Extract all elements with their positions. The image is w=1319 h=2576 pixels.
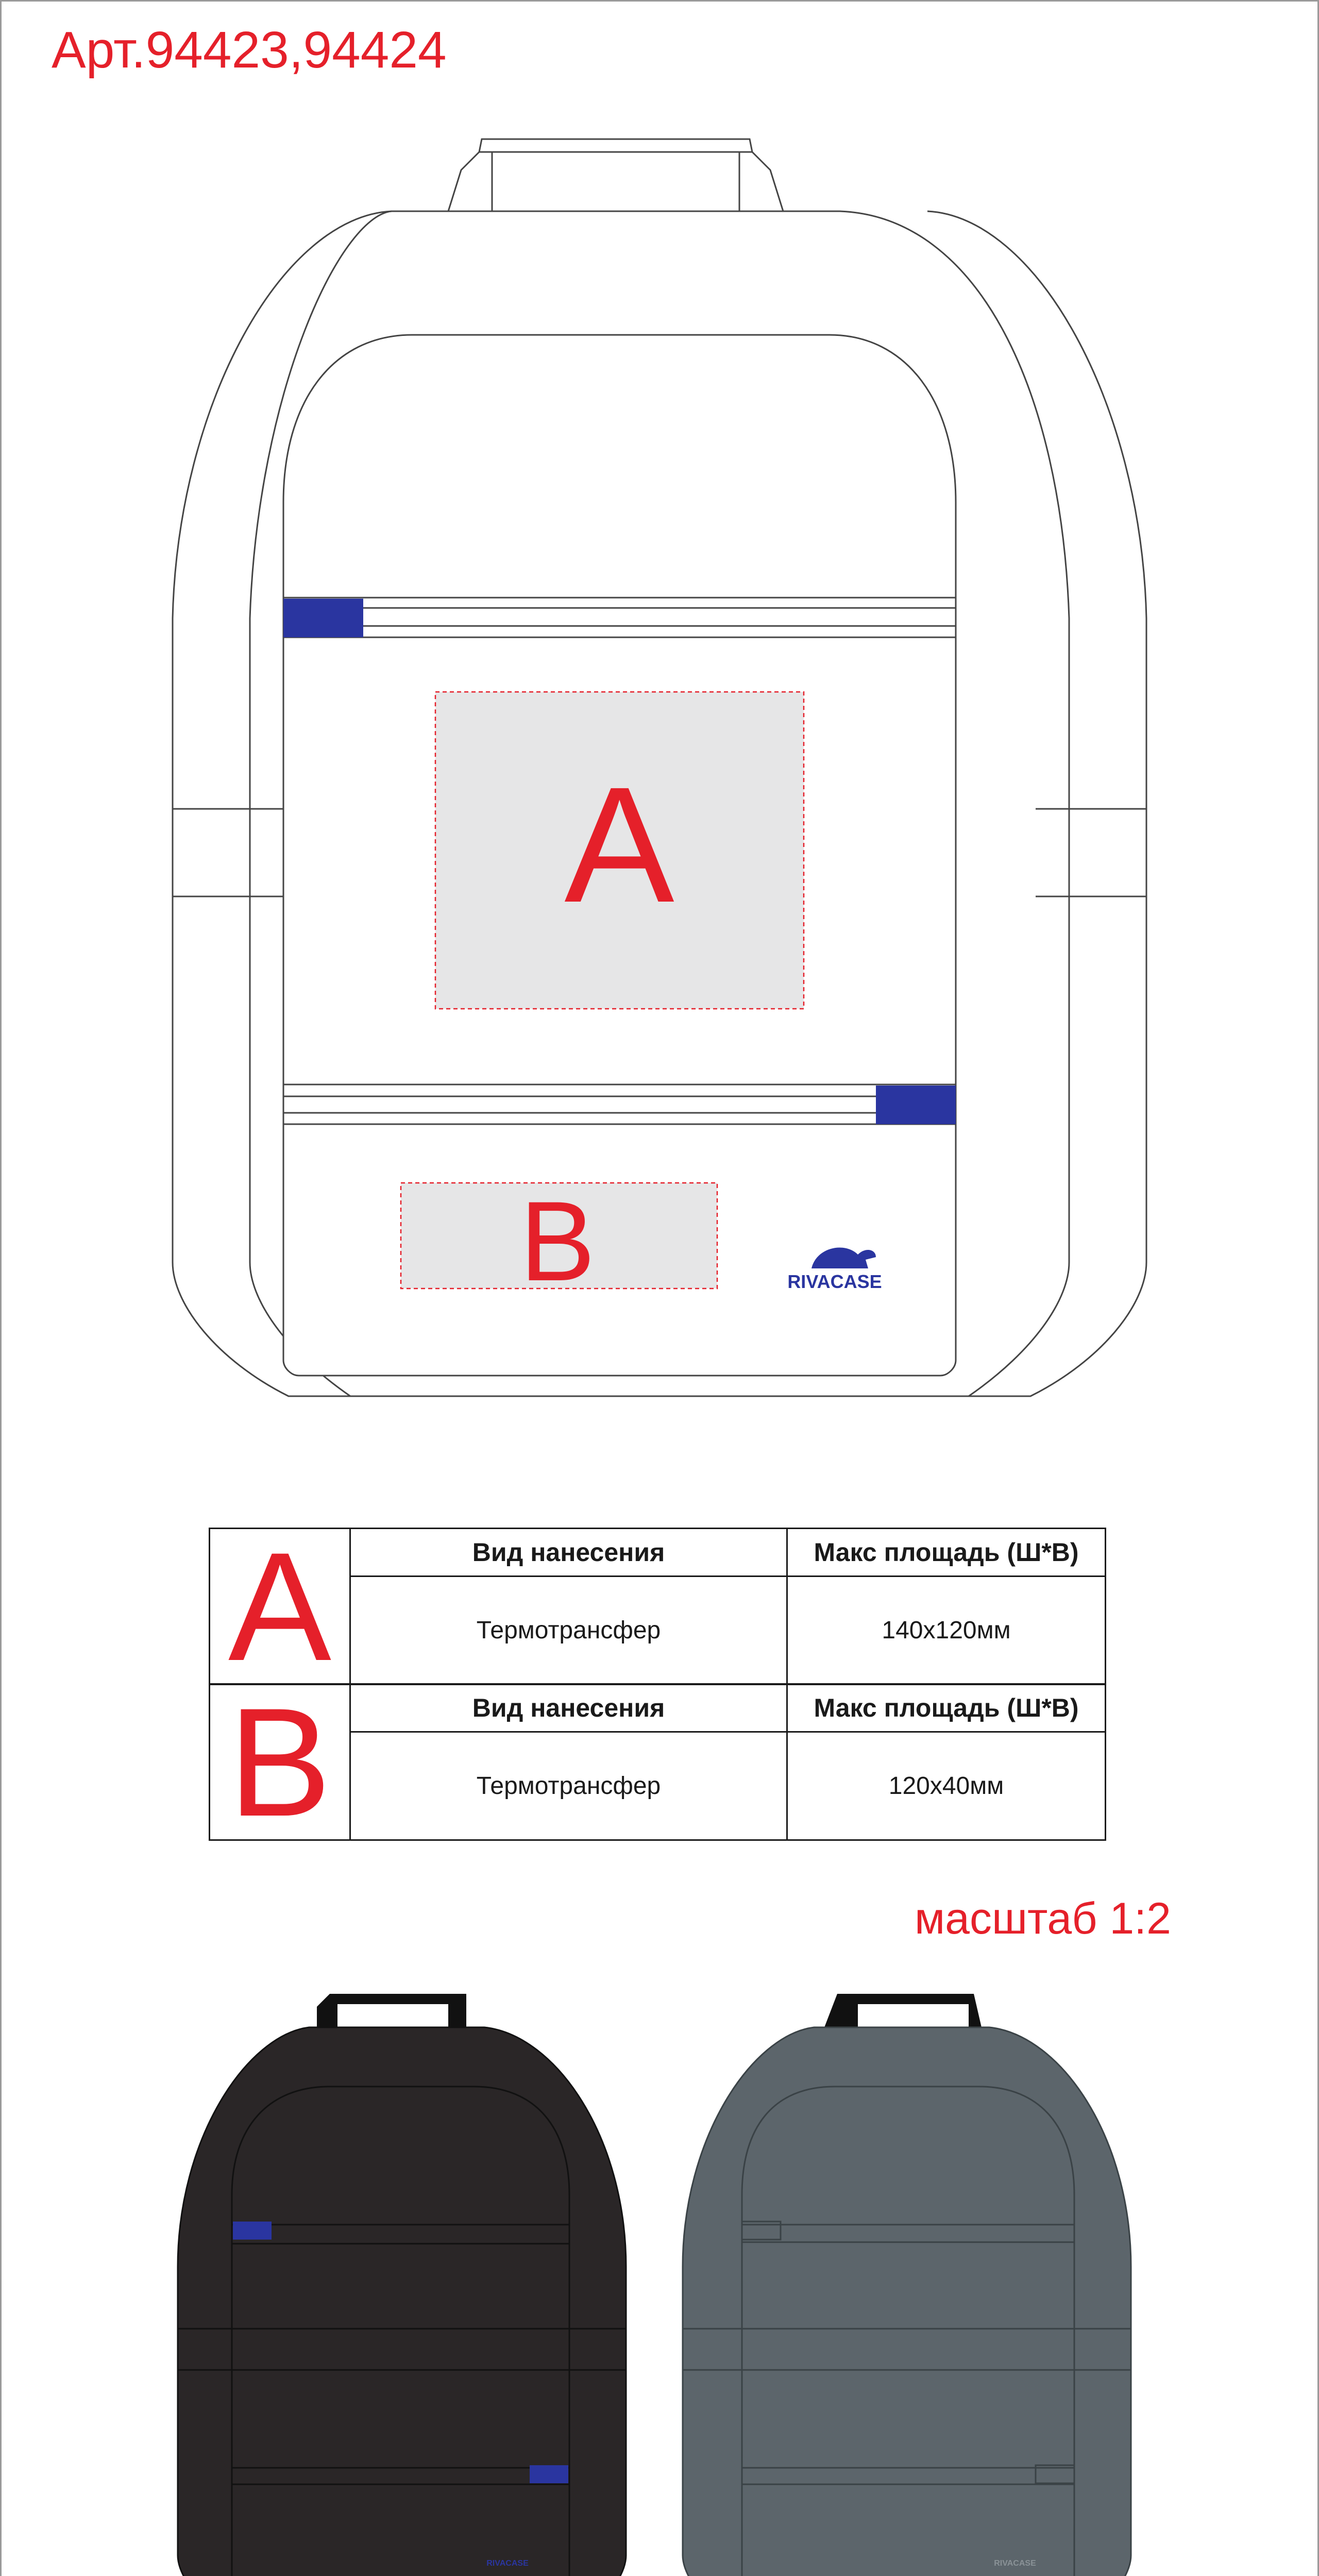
svg-text:RIVACASE: RIVACASE [486,2559,529,2568]
zone-b-table-letter: B [210,1684,350,1840]
zone-b-area: 120x40мм [787,1732,1106,1840]
print-zone-a [435,692,804,1009]
zone-b-area-header: Макс площадь (Ш*В) [787,1684,1106,1732]
zone-a-table-letter: A [210,1529,350,1685]
zone-a-area: 140x120мм [787,1576,1106,1684]
print-zone-b [401,1178,717,1304]
grey-variant-body [683,2027,1131,2576]
zipper-pull-top [283,599,363,637]
zone-a-area-header: Макс площадь (Ш*В) [787,1529,1106,1577]
zone-a-method: Термотрансфер [350,1576,787,1684]
article-title: Арт.94423,94424 [52,21,447,79]
zone-a-letter: A [564,752,674,937]
zipper-pull-bottom [876,1086,956,1124]
zone-b-method: Термотрансфер [350,1732,787,1840]
svg-text:RIVACASE: RIVACASE [994,2559,1036,2568]
black-variant-body [178,2027,626,2576]
black-variant [178,1994,626,2576]
zone-b-letter: B [519,1178,596,1304]
zone-a-method-header: Вид нанесения [350,1529,787,1577]
zone-b-method-header: Вид нанесения [350,1684,787,1732]
brand-name: RIVACASE [787,1271,882,1292]
zone-b-table [209,1675,1106,1849]
scale-label: масштаб 1:2 [915,1894,1171,1943]
grey-variant [683,1994,1131,2576]
zone-a-table [209,1520,1106,1693]
